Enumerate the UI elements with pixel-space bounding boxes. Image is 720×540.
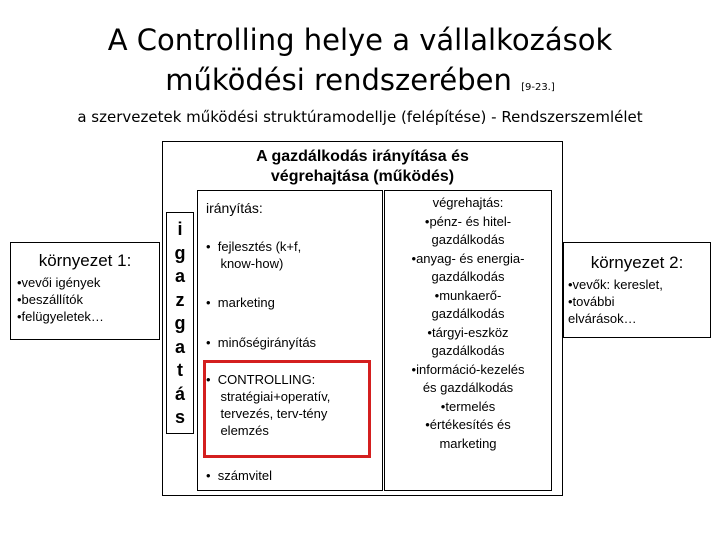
execution-line: •anyag- és energia- <box>411 250 525 266</box>
environment-1-item: •felügyeletek… <box>17 309 104 324</box>
execution-title: végrehajtás: <box>432 195 504 210</box>
vertical-letter: g <box>174 242 186 263</box>
environment-2-box <box>563 242 711 338</box>
environment-2-item: •vevők: kereslet, <box>568 277 663 292</box>
execution-line: •munkaerő- <box>434 287 502 303</box>
execution-line: •pénz- és hitel- <box>424 213 512 229</box>
vertical-letter: á <box>174 383 185 404</box>
page-subtitle: a szervezetek működési struktúramodellje (felépítése) - Rendszerszemlélet <box>77 108 643 126</box>
environment-1-item: •beszállítók <box>17 292 83 307</box>
management-item: • fejlesztés (k+f, know-how) <box>206 239 302 271</box>
page-title-line2-text: működési rendszerében <box>165 63 512 97</box>
environment-1-item: •vevői igények <box>17 275 101 290</box>
controlling-item: • CONTROLLING: stratégiai+operatív, tervezés, terv-tény elemzés <box>206 372 331 438</box>
management-item: • marketing <box>206 295 275 310</box>
vertical-letter: g <box>174 313 186 333</box>
execution-line: •értékesítés és <box>425 417 511 432</box>
outer-title-line1: A gazdálkodás irányítása és <box>256 148 469 165</box>
execution-line: •termelés <box>440 398 496 414</box>
execution-line: gazdálkodás <box>431 306 505 321</box>
execution-line: •információ-kezelés <box>411 361 525 377</box>
environment-1-box <box>10 242 160 340</box>
page-title-line1: A Controlling helye a vállalkozások <box>107 23 613 57</box>
environment-2-title: környezet 2: <box>590 253 684 272</box>
execution-line: •tárgyi-eszköz <box>427 324 509 340</box>
vertical-word-box <box>166 212 194 434</box>
management-title: irányítás: <box>206 200 263 216</box>
environment-2-item: •további <box>568 294 615 309</box>
vertical-letter: i <box>177 219 183 239</box>
vertical-letter: z <box>175 289 185 310</box>
outer-title-line2: végrehajtása (működés) <box>270 168 455 185</box>
management-item: • minőségirányítás <box>206 335 317 350</box>
management-item: • számvitel <box>206 468 272 483</box>
environment-2-item: elvárások… <box>568 311 637 326</box>
page-title-line2 <box>0 60 720 108</box>
environment-1-title: környezet 1: <box>38 251 132 270</box>
vertical-letter: a <box>174 336 185 357</box>
execution-line: marketing <box>439 435 497 451</box>
execution-line: gazdálkodás <box>431 343 505 358</box>
reference-label: [9-23.] <box>521 82 555 93</box>
execution-line: gazdálkodás <box>431 269 505 284</box>
vertical-letter: s <box>174 407 185 427</box>
execution-line: és gazdálkodás <box>422 380 514 395</box>
vertical-letter: t <box>177 360 183 380</box>
execution-line: gazdálkodás <box>431 232 505 247</box>
execution-box <box>384 190 552 491</box>
vertical-letter: a <box>174 266 185 286</box>
